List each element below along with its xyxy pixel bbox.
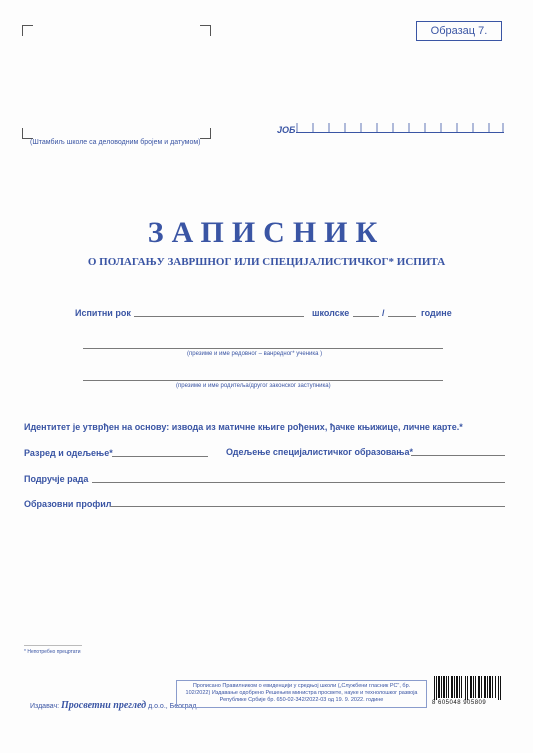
year-slash: / bbox=[382, 308, 385, 318]
stamp-corner-bottom-left bbox=[22, 128, 33, 139]
footnote-text: * Непотребно прецртати bbox=[24, 649, 81, 655]
barcode-bars bbox=[432, 676, 504, 700]
document-subtitle: О ПОЛАГАЊУ ЗАВРШНОГ ИЛИ СПЕЦИЈАЛИСТИЧКОГ* ИСПИТА bbox=[87, 256, 446, 268]
parent-name-caption: (презиме и име родитеља/другог законског заступника) bbox=[176, 383, 331, 389]
school-year-end-field[interactable] bbox=[388, 316, 416, 317]
stamp-corner-top-right bbox=[200, 25, 211, 36]
school-year-label: школске bbox=[312, 308, 350, 318]
student-name-field[interactable] bbox=[83, 348, 443, 349]
regulation-box bbox=[176, 680, 427, 708]
regulation-text: Прописано Правилником о евиденцији у средњој школи („Службени гласник РС", бр. 102/2022) Издавање одобрено Решењем министра просвете, науке и технолошког развоја Републике Србије бр. 650-02-342/2022-03 од 19. 9. 2022. године bbox=[185, 683, 418, 703]
work-area-label: Подручје рада bbox=[24, 474, 89, 484]
identity-label: Идентитет је утврђен на основу: извода из матичне књиге рођених, ђачке књижице, личне карте.* bbox=[24, 422, 463, 432]
profile-label: Образовни профил bbox=[24, 499, 112, 509]
footnote-divider bbox=[24, 645, 82, 646]
document-title: ЗАПИСНИК bbox=[147, 216, 386, 249]
year-label: године bbox=[421, 308, 452, 318]
job-digit-boxes[interactable] bbox=[296, 121, 504, 133]
class-label: Разред и одељење* bbox=[24, 448, 113, 458]
work-area-field[interactable] bbox=[92, 482, 505, 483]
profile-field[interactable] bbox=[110, 506, 505, 507]
parent-name-field[interactable] bbox=[83, 380, 443, 381]
publisher-prefix: Издавач: bbox=[30, 703, 60, 710]
job-label: ЈОБ bbox=[277, 125, 296, 135]
stamp-caption: (Штамбиљ школе са деловодним бројем и датумом) bbox=[30, 139, 201, 146]
student-name-caption: (презиме и име редовног – ванредног* ученика ) bbox=[187, 351, 323, 357]
specialist-department-field[interactable] bbox=[411, 455, 505, 456]
specialist-department-label: Одељење специјалистичког образовања* bbox=[226, 447, 413, 457]
class-field[interactable] bbox=[112, 456, 208, 457]
publisher-line bbox=[30, 700, 196, 711]
form-number-badge bbox=[416, 21, 502, 41]
barcode bbox=[432, 676, 504, 708]
publisher-suffix: д.о.о., Београд bbox=[148, 703, 197, 710]
publisher-name: Просветни преглед bbox=[61, 700, 147, 711]
stamp-corner-bottom-right bbox=[200, 128, 211, 139]
form-number-text: Образац 7. bbox=[430, 25, 488, 37]
school-year-start-field[interactable] bbox=[353, 316, 379, 317]
barcode-number: 8 605048 905809 bbox=[432, 700, 487, 706]
exam-term-field[interactable] bbox=[134, 316, 304, 317]
stamp-corner-top-left bbox=[22, 25, 33, 36]
exam-term-label: Испитни рок bbox=[75, 308, 131, 318]
